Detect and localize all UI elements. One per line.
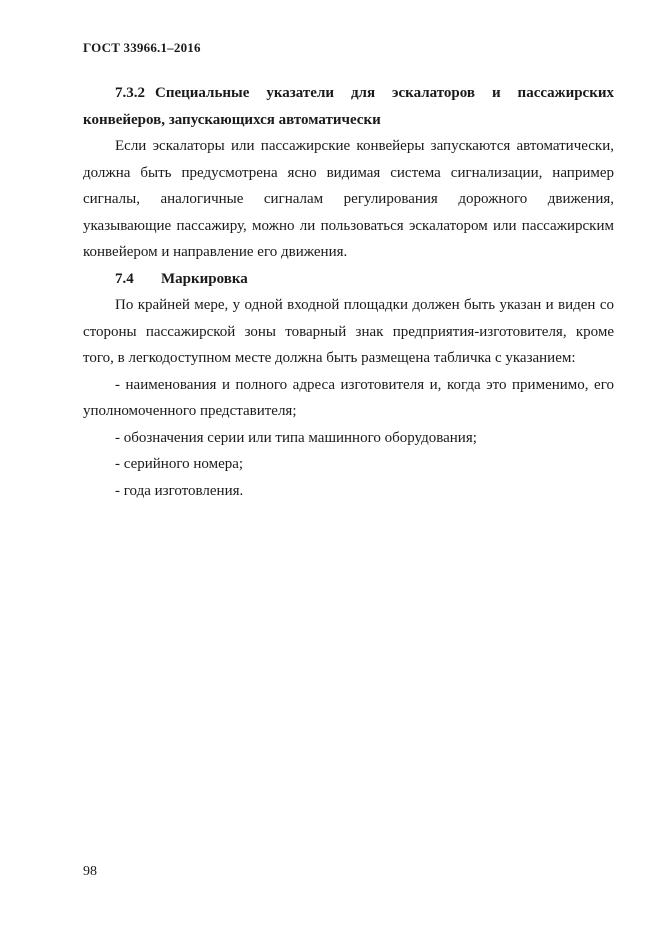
section-title: Маркировка <box>161 270 248 287</box>
section-number: 7.4 <box>115 270 134 287</box>
section-7-3-2-paragraph: Если эскалаторы или пассажирские конвейеры запускаются автоматически, должна быть предусмотрена ясно видимая система сигнализации, например сигналы, аналогичные сигналам регулирования дорожного движения, указывающие пассажиру, можно ли пользоваться эскалатором или пассажирским конвейером и направление его движения. <box>83 138 614 260</box>
document-body <box>83 80 614 504</box>
section-7-4-paragraph: По крайней мере, у одной входной площадки должен быть указан и виден со стороны пассажирской зоны товарный знак предприятия-изготовителя, кроме того, в легкодоступном месте должна быть размещена табличка с указанием: <box>83 297 614 366</box>
list-item: - наименования и полного адреса изготовителя и, когда это применимо, его уполномоченного представителя; <box>83 376 614 419</box>
list-item: - серийного номера; <box>115 456 244 472</box>
section-title: Специальные указатели для эскалаторов и пассажирских конвейеров, запускающихся автоматически <box>83 85 614 128</box>
page-number: 98 <box>83 864 97 879</box>
list-item: - года изготовления. <box>115 482 244 499</box>
section-7-3-2-heading <box>83 80 614 133</box>
section-7-4-heading <box>83 266 614 293</box>
list-item: - обозначения серии или типа машинного оборудования; <box>115 429 477 446</box>
section-number: 7.3.2 <box>115 85 145 101</box>
document-header: ГОСТ 33966.1–2016 <box>83 40 201 55</box>
